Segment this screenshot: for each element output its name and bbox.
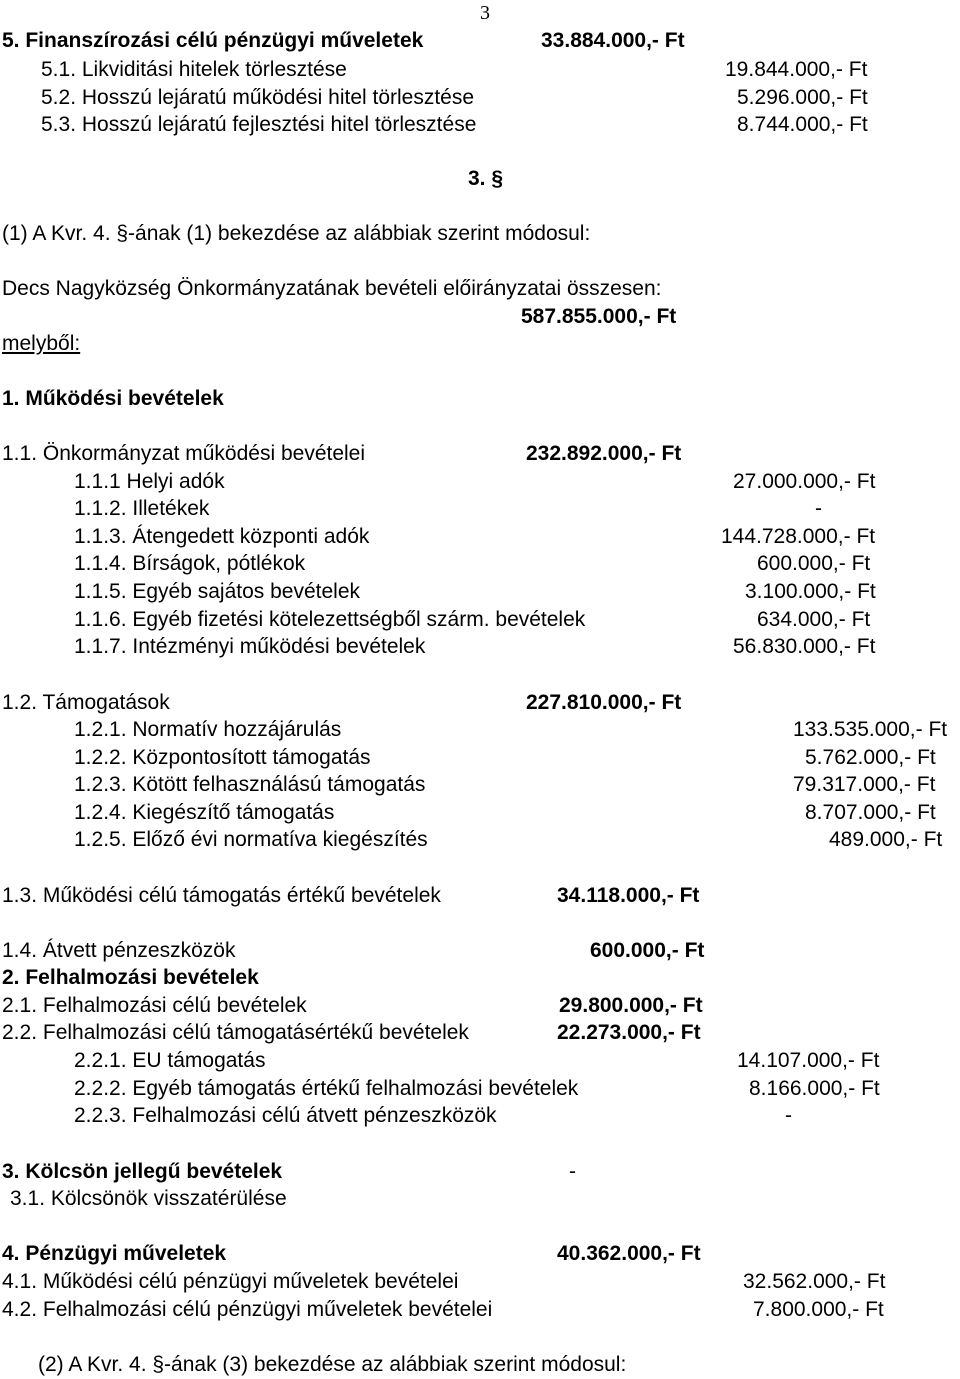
s31-label: 3.1. Kölcsönök visszatérülése xyxy=(10,1187,287,1210)
s22-item-label: 2.2.1. EU támogatás xyxy=(74,1049,266,1072)
s22-item-amount: 14.107.000,- Ft xyxy=(737,1049,880,1072)
s12-amount: 227.810.000,- Ft xyxy=(526,691,682,714)
sec5-item-amount: 8.744.000,- Ft xyxy=(737,113,868,136)
s11-item-label: 1.1.5. Egyéb sajátos bevételek xyxy=(74,580,361,603)
s12-item-amount: 8.707.000,- Ft xyxy=(805,801,936,824)
sec5-item-amount: 19.844.000,- Ft xyxy=(725,58,868,81)
s11-item-amount: 634.000,- Ft xyxy=(757,608,871,631)
sec5-item-label: 5.2. Hosszú lejáratú működési hitel törlesztése xyxy=(41,86,475,109)
s14-label: 1.4. Átvett pénzeszközök xyxy=(2,939,236,962)
section-heading: 3. § xyxy=(468,167,504,190)
s3-title: 3. Kölcsön jellegű bevételek xyxy=(2,1160,283,1183)
s13-label: 1.3. Működési célú támogatás értékű bevételek xyxy=(2,884,441,907)
s11-item-amount: 56.830.000,- Ft xyxy=(733,635,876,658)
s22-label: 2.2. Felhalmozási célú támogatásértékű bevételek xyxy=(2,1021,469,1044)
s11-item-label: 1.1.6. Egyéb fizetési kötelezettségből szárm. bevételek xyxy=(74,608,586,631)
s12-item-amount: 133.535.000,- Ft xyxy=(793,718,948,741)
s11-item-label: 1.1.2. Illetékek xyxy=(74,497,210,520)
s4-title: 4. Pénzügyi műveletek xyxy=(2,1242,227,1265)
s11-item-label: 1.1.7. Intézményi működési bevételek xyxy=(74,635,426,658)
sec5-title: 5. Finanszírozási célú pénzügyi műveletek xyxy=(2,29,424,52)
s1-title: 1. Működési bevételek xyxy=(2,387,224,410)
s11-item-label: 1.1.3. Átengedett központi adók xyxy=(74,525,370,548)
s22-item-label: 2.2.2. Egyéb támogatás értékű felhalmozási bevételek xyxy=(74,1077,579,1100)
s4-item-amount: 7.800.000,- Ft xyxy=(753,1298,884,1321)
page-number: 3 xyxy=(480,2,490,24)
s21-label: 2.1. Felhalmozási célú bevételek xyxy=(2,994,307,1017)
s4-item-label: 4.1. Működési célú pénzügyi műveletek bevételei xyxy=(2,1270,459,1293)
s2-title: 2. Felhalmozási bevételek xyxy=(2,966,259,989)
s4-item-amount: 32.562.000,- Ft xyxy=(743,1270,886,1293)
s13-amount: 34.118.000,- Ft xyxy=(557,884,700,907)
sec5-item-label: 5.1. Likviditási hitelek törlesztése xyxy=(41,58,347,81)
s11-item-amount: 3.100.000,- Ft xyxy=(745,580,876,603)
s12-item-label: 1.2.1. Normatív hozzájárulás xyxy=(74,718,342,741)
s11-item-amount: 144.728.000,- Ft xyxy=(721,525,876,548)
s12-item-amount: 5.762.000,- Ft xyxy=(805,746,936,769)
s22-item-amount: 8.166.000,- Ft xyxy=(749,1077,880,1100)
s4-item-label: 4.2. Felhalmozási célú pénzügyi műveletek bevételei xyxy=(2,1298,493,1321)
s11-item-amount: 600.000,- Ft xyxy=(757,552,871,575)
s3-amount: - xyxy=(569,1160,576,1183)
s22-item-label: 2.2.3. Felhalmozási célú átvett pénzeszközök xyxy=(74,1104,497,1127)
sec5-item-label: 5.3. Hosszú lejáratú fejlesztési hitel törlesztése xyxy=(41,113,477,136)
s11-item-label: 1.1.4. Bírságok, pótlékok xyxy=(74,552,306,575)
s4-amount: 40.362.000,- Ft xyxy=(557,1242,701,1265)
s11-item-label: 1.1.1 Helyi adók xyxy=(74,470,225,493)
s12-item-amount: 489.000,- Ft xyxy=(829,828,943,851)
s11-amount: 232.892.000,- Ft xyxy=(526,442,682,465)
s12-item-label: 1.2.4. Kiegészítő támogatás xyxy=(74,801,335,824)
revenue-total: 587.855.000,- Ft xyxy=(521,305,677,328)
s11-item-amount: 27.000.000,- Ft xyxy=(733,470,876,493)
s12-label: 1.2. Támogatások xyxy=(2,691,170,714)
s12-item-label: 1.2.3. Kötött felhasználású támogatás xyxy=(74,773,426,796)
s22-item-amount: - xyxy=(785,1104,792,1127)
sec5-item-amount: 5.296.000,- Ft xyxy=(737,86,868,109)
s21-amount: 29.800.000,- Ft xyxy=(559,994,703,1017)
revenue-title: Decs Nagyközség Önkormányzatának bevételi előirányzatai összesen: xyxy=(2,277,662,300)
s12-item-amount: 79.317.000,- Ft xyxy=(793,773,936,796)
s11-item-amount: - xyxy=(815,497,822,520)
melybol-label: melyből: xyxy=(2,332,81,355)
s12-item-label: 1.2.2. Központosított támogatás xyxy=(74,746,371,769)
s12-item-label: 1.2.5. Előző évi normatíva kiegészítés xyxy=(74,828,428,851)
sec5-total: 33.884.000,- Ft xyxy=(541,29,685,52)
paragraph-2-intro: (2) A Kvr. 4. §-ának (3) bekezdése az alábbiak szerint módosul: xyxy=(38,1353,627,1376)
s22-amount: 22.273.000,- Ft xyxy=(557,1021,701,1044)
s14-amount: 600.000,- Ft xyxy=(590,939,705,962)
paragraph-1-intro: (1) A Kvr. 4. §-ának (1) bekezdése az alábbiak szerint módosul: xyxy=(2,222,591,245)
s11-label: 1.1. Önkormányzat működési bevételei xyxy=(2,442,366,465)
